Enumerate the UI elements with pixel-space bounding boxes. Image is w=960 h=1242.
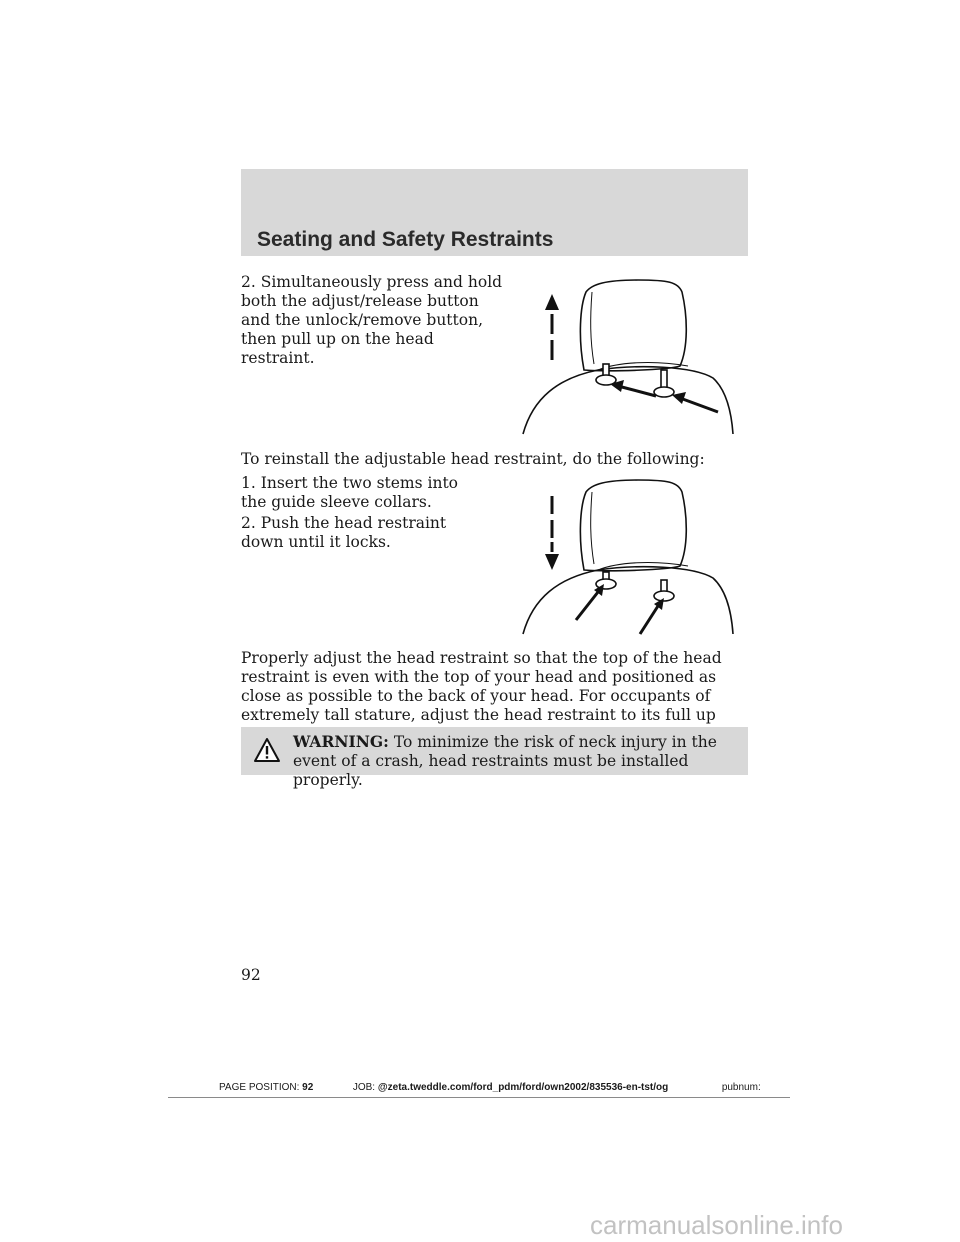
watermark: carmanualsonline.info [590,1210,843,1240]
adjust-note: Properly adjust the head restraint so that the top of the head restraint is even with the top of your head and positioned as close as possible to the back of your head. For occupants of extremely tall stature, adjust the head restraint to its full up [241,649,722,724]
warning-label: WARNING: [293,732,389,751]
step-install-1: 1. Insert the two stems into the guide sleeve collars. [241,474,459,511]
footer-job-label: JOB: [352,1082,376,1093]
warning-message: To minimize the risk of neck injury in the event of a crash, head restraints must be installed properly. [293,733,717,789]
warning-text-block [293,732,743,790]
footer-position-value: 92 [302,1082,314,1093]
page-number: 92 [241,966,261,984]
footer-position-label: PAGE POSITION: [219,1082,300,1093]
section-header [241,169,748,256]
footer-rule [168,1097,790,1098]
step-remove-2: 2. Simultaneously press and hold both the adjust/release button and the unlock/remove button, then pull up on the head restraint. [241,273,503,367]
reinstall-intro: To reinstall the adjustable head restraint, do the following: [241,450,705,468]
head-restraint-install-illustration [518,478,742,636]
footer-pubnum-label: pubnum: [721,1082,761,1093]
section-title: Seating and Safety Restraints [257,228,554,251]
step-install-2: 2. Push the head restraint down until it locks. [241,514,447,551]
print-footer [219,1082,761,1093]
warning-box [241,727,748,789]
head-restraint-removal-illustration [518,278,742,436]
footer-job-value: @zeta.tweddle.com/ford_pdm/ford/own2002/835536-en-tst/og [377,1082,669,1093]
warning-triangle-icon [253,737,281,763]
